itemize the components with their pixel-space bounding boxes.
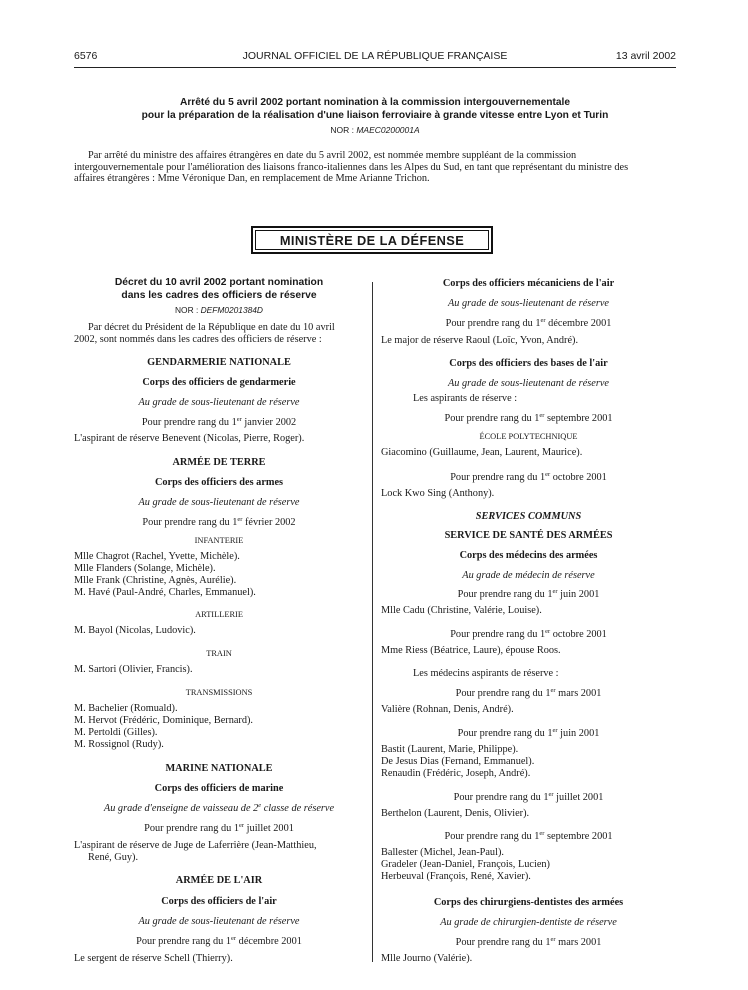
rang-mars: Pour prendre rang du 1er mars 2001 bbox=[455, 687, 602, 699]
corps-air: Corps des officiers de l'air bbox=[161, 896, 277, 907]
list-item: M. Hervot (Frédéric, Dominique, Bernard). bbox=[74, 715, 253, 726]
rang-mecaniciens: Pour prendre rang du 1er décembre 2001 bbox=[445, 317, 612, 329]
corps-medecins: Corps des médecins des armées bbox=[459, 550, 598, 561]
subsection-transmissions: TRANSMISSIONS bbox=[185, 688, 253, 697]
list-item: M. Sartori (Olivier, Francis). bbox=[74, 664, 193, 675]
med-aspirants: Les médecins aspirants de réserve : bbox=[413, 668, 559, 679]
issue-date: 13 avril 2002 bbox=[615, 50, 676, 62]
list-item: Mlle Frank (Christine, Agnès, Aurélie). bbox=[74, 575, 237, 586]
corps-gendarmerie: Corps des officiers de gendarmerie bbox=[142, 377, 296, 388]
list-item: M. Pertoldi (Gilles). bbox=[74, 727, 158, 738]
rang-dentiste: Pour prendre rang du 1er mars 2001 bbox=[455, 936, 602, 948]
grade-chirurgien-dentiste: Au grade de chirurgien-dentiste de réserve bbox=[440, 917, 617, 928]
grade-bases: Au grade de sous-lieutenant de réserve bbox=[448, 378, 609, 389]
list-item: Ballester (Michel, Jean-Paul). bbox=[381, 847, 504, 858]
bases-aspirants: Les aspirants de réserve : bbox=[413, 393, 518, 404]
section-service-sante: SERVICE DE SANTÉ DES ARMÉES bbox=[444, 530, 613, 541]
subsection-artillerie: ARTILLERIE bbox=[195, 610, 243, 619]
subsection-polytechnique: ÉCOLE POLYTECHNIQUE bbox=[479, 432, 578, 441]
corps-marine: Corps des officiers de marine bbox=[154, 783, 284, 794]
list-item: Herbeuval (François, René, Xavier). bbox=[381, 871, 531, 882]
rang-juin-2: Pour prendre rang du 1er juin 2001 bbox=[457, 727, 600, 739]
list-item: Giacomino (Guillaume, Jean, Laurent, Maurice). bbox=[381, 447, 583, 458]
name-gendarmerie: L'aspirant de réserve Benevent (Nicolas, Pierre, Roger). bbox=[74, 433, 305, 444]
list-item: De Jesus Dias (Fernand, Emmanuel). bbox=[381, 756, 535, 767]
decret-nor: NOR : DEFM0201384D bbox=[175, 305, 263, 315]
grade-terre: Au grade de sous-lieutenant de réserve bbox=[138, 497, 300, 508]
name-marine-line2: René, Guy). bbox=[88, 852, 139, 863]
grade-air: Au grade de sous-lieutenant de réserve bbox=[138, 916, 300, 927]
name-marine-line1: L'aspirant de réserve de Juge de Laferrière (Jean-Matthieu, bbox=[74, 840, 317, 851]
page-number: 6576 bbox=[74, 50, 98, 62]
rang-octobre: Pour prendre rang du 1er octobre 2001 bbox=[450, 471, 607, 483]
rang-juin: Pour prendre rang du 1er juin 2001 bbox=[457, 588, 600, 600]
grade-mecaniciens: Au grade de sous-lieutenant de réserve bbox=[448, 298, 609, 309]
journal-title: JOURNAL OFFICIEL DE LA RÉPUBLIQUE FRANÇAISE bbox=[242, 50, 508, 62]
arrete-nor: NOR : MAEC0200001A bbox=[330, 125, 420, 135]
list-item: M. Rossignol (Rudy). bbox=[74, 739, 164, 750]
list-item: Mme Riess (Béatrice, Laure), épouse Roos. bbox=[381, 645, 561, 656]
rang-gendarmerie: Pour prendre rang du 1er janvier 2002 bbox=[141, 416, 297, 428]
subsection-infanterie: INFANTERIE bbox=[194, 536, 244, 545]
section-armee-terre: ARMÉE DE TERRE bbox=[172, 457, 266, 468]
section-marine: MARINE NATIONALE bbox=[165, 763, 273, 774]
corps-chirurgiens-dentistes: Corps des chirurgiens-dentistes des armées bbox=[433, 897, 624, 908]
arrete-body: Par arrêté du ministre des affaires étrangères en date du 5 avril 2002, est nommée membre suppléant de la commission intergouvernementale pour l'amélioration des liaisons franco-italiennes dans les Alpes du Sud, en tant que représentant du ministre des affaires étrangères : Mme Véronique Dan, en remplacement de Mme Arianne Trichon. bbox=[74, 150, 629, 184]
list-item: Gradeler (Jean-Daniel, François, Lucien) bbox=[381, 859, 550, 870]
name-mecaniciens: Le major de réserve Raoul (Loïc, Yvon, André). bbox=[381, 335, 579, 346]
list-item: Valière (Rohnan, Denis, André). bbox=[381, 704, 514, 715]
list-item: Berthelon (Laurent, Denis, Olivier). bbox=[381, 808, 530, 819]
section-gendarmerie: GENDARMERIE NATIONALE bbox=[147, 357, 291, 368]
rang-terre: Pour prendre rang du 1er février 2002 bbox=[142, 516, 296, 528]
list-item: M. Bayol (Nicolas, Ludovic). bbox=[74, 625, 196, 636]
rang-marine: Pour prendre rang du 1er juillet 2001 bbox=[144, 822, 294, 834]
rang-octobre-2: Pour prendre rang du 1er octobre 2001 bbox=[450, 628, 607, 640]
ministry-title: MINISTÈRE DE LA DÉFENSE bbox=[279, 233, 465, 248]
ministry-title-box bbox=[251, 226, 493, 254]
corps-bases: Corps des officiers des bases de l'air bbox=[449, 358, 608, 369]
grade-gendarmerie: Au grade de sous-lieutenant de réserve bbox=[138, 397, 300, 408]
corps-mecaniciens: Corps des officiers mécaniciens de l'air bbox=[442, 278, 615, 289]
decret-intro-line2: 2002, sont nommés dans les cadres des officiers de réserve : bbox=[74, 334, 322, 345]
arrete-title-line2: pour la préparation de la réalisation d'une liaison ferroviaire à grande vitesse entre Lyon et Turin bbox=[141, 110, 609, 121]
decret-title-line2: dans les cadres des officiers de réserve bbox=[121, 290, 317, 301]
section-armee-air: ARMÉE DE L'AIR bbox=[175, 875, 263, 886]
rang-juillet: Pour prendre rang du 1er juillet 2001 bbox=[453, 791, 604, 803]
rang-bases: Pour prendre rang du 1er septembre 2001 bbox=[444, 412, 613, 424]
subsection-train: TRAIN bbox=[206, 649, 232, 658]
corps-armes: Corps des officiers des armes bbox=[154, 477, 284, 488]
rang-air: Pour prendre rang du 1er décembre 2001 bbox=[136, 935, 302, 947]
list-item: Lock Kwo Sing (Anthony). bbox=[381, 488, 495, 499]
list-item: Renaudin (Frédéric, Joseph, André). bbox=[381, 768, 531, 779]
rang-septembre: Pour prendre rang du 1er septembre 2001 bbox=[444, 830, 613, 842]
header-rule bbox=[74, 67, 676, 68]
list-item: Mlle Cadu (Christine, Valérie, Louise). bbox=[381, 605, 542, 616]
name-air: Le sergent de réserve Schell (Thierry). bbox=[74, 953, 233, 964]
section-services-communs: SERVICES COMMUNS bbox=[475, 511, 582, 522]
grade-marine: Au grade d'enseigne de vaisseau de 2e classe de réserve bbox=[103, 802, 335, 814]
list-item: M. Bachelier (Romuald). bbox=[74, 703, 178, 714]
grade-medecin: Au grade de médecin de réserve bbox=[462, 570, 595, 581]
list-item: M. Havé (Paul-André, Charles, Emmanuel). bbox=[74, 587, 256, 598]
decret-title-line1: Décret du 10 avril 2002 portant nomination bbox=[114, 277, 324, 288]
list-item: Mlle Chagrot (Rachel, Yvette, Michèle). bbox=[74, 551, 240, 562]
decret-intro-line1: Par décret du Président de la République en date du 10 avril bbox=[88, 322, 335, 333]
list-item: Mlle Flanders (Solange, Michèle). bbox=[74, 563, 216, 574]
list-item: Mlle Journo (Valérie). bbox=[381, 953, 473, 964]
arrete-title-line1: Arrêté du 5 avril 2002 portant nomination à la commission intergouvernementale bbox=[179, 97, 571, 108]
list-item: Bastit (Laurent, Marie, Philippe). bbox=[381, 744, 519, 755]
